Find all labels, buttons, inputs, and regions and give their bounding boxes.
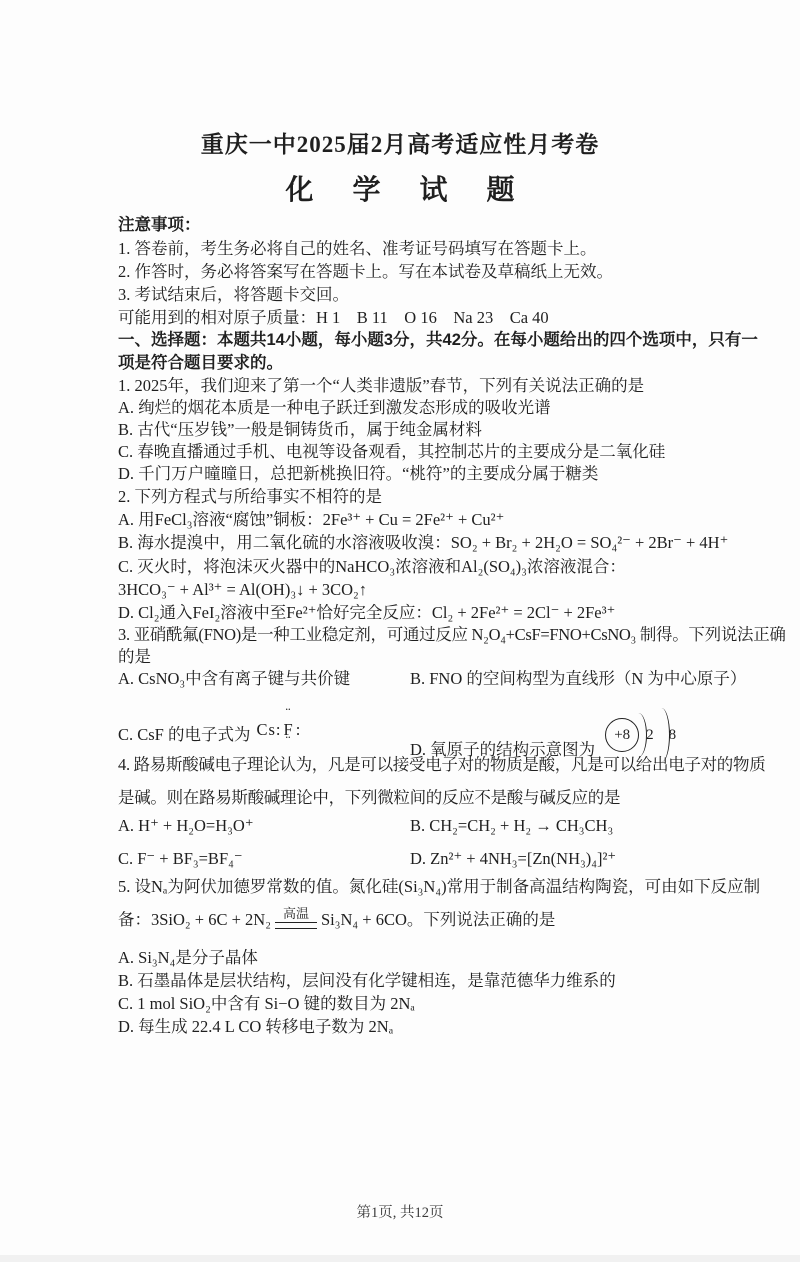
electron-shell-arc-2 (653, 708, 670, 762)
question-2-option-d: D. Cl₂通入FeI₂溶液中至Fe²⁺恰好完全反应：Cl₂ + 2Fe²⁺ = 2Cl⁻ + 2Fe³⁺ (118, 603, 616, 623)
exam-paper (0, 132, 800, 1262)
question-4-option-c: C. F⁻ + BF₃=BF₄⁻ (118, 849, 243, 869)
question-1-stem: 1. 2025年，我们迎来了第一个“人类非遗版”春节，下列有关说法正确的是 (118, 376, 645, 395)
question-5-stem-line1: 5. 设Nₐ为阿伏加德罗常数的值。氮化硅(Si₃N₄)常用于制备高温结构陶瓷，可由如下反应制 (118, 877, 761, 897)
question-1-option-c: C. 春晚直播通过手机、电视等设备观看，其控制芯片的主要成分是二氧化硅 (118, 442, 666, 461)
paper-title: 重庆一中2025届2月高考适应性月考卷 (200, 132, 600, 157)
question-5-option-a: A. Si₃N₄是分子晶体 (118, 948, 258, 968)
question-2-stem: 2. 下列方程式与所给事实不相符的是 (118, 487, 382, 506)
question-3-stem-line2: 的是 (118, 647, 151, 667)
question-3-options-cd (118, 720, 800, 759)
electron-dot-formula (256, 719, 301, 741)
electron-formula-lone-pair: : (295, 720, 302, 740)
reaction-condition (275, 907, 317, 929)
paper-body (118, 214, 800, 1038)
question-4-option-b: B. CH₂=CH₂ + H₂ → CH₃CH₃ (410, 816, 614, 836)
question-2-option-a: A. 用FeCl₃溶液“腐蚀”铜板：2Fe³⁺ + Cu = 2Fe²⁺ + Cu²⁺ (118, 510, 505, 530)
question-2-option-c-equation: 3HCO₃⁻ + Al³⁺ = Al(OH)₃↓ + 3CO₂↑ (118, 579, 368, 599)
equation-suffix: Si₃N₄ + 6CO。下列说法正确的是 (320, 910, 556, 930)
notice-item-3: 3. 考试结束后，将答题卡交回。 (118, 285, 349, 304)
question-1-option-d: D. 千门万户曈曈日，总把新桃换旧符。“桃符”的主要成分属于糖类 (118, 464, 599, 483)
question-3-option-b: B. FNO 的空间构型为直线形（N 为中心原子） (410, 669, 747, 689)
question-4 (118, 748, 800, 870)
subject-title: 化 学 试 题 (285, 175, 531, 206)
notice-item-1: 1. 答卷前，考生务必将自己的姓名、准考证号码填写在答题卡上。 (118, 239, 597, 258)
section-heading-line1: 一、选择题：本题共14小题，每小题3分，共42分。在每小题给出的四个选项中，只有一 (118, 331, 758, 349)
atom-nucleus: +8 (605, 718, 639, 752)
question-3 (118, 624, 800, 759)
question-1-option-b: B. 古代“压岁钱”一般是铜铸货币，属于纯金属材料 (118, 420, 482, 439)
question-4-stem-line1: 4. 路易斯酸碱电子理论认为，凡是可以接受电子对的物质是酸，凡是可以给出电子对的物质 (118, 755, 766, 775)
question-5-equation-line (118, 898, 800, 938)
question-4-option-a: A. H⁺ + H₂O=H₃O⁺ (118, 816, 254, 836)
question-3-option-c (118, 720, 410, 748)
question-2-option-b: B. 海水提溴中，用二氧化硫的水溶液吸收溴：SO₂ + Br₂ + 2H₂O = SO₄²⁻ + 2Br⁻ + 4H⁺ (118, 533, 729, 553)
question-3-option-a: A. CsNO₃中含有离子键与共价键 (118, 669, 351, 689)
question-4-options-cd (118, 848, 800, 870)
question-3-option-c-label: C. CsF 的电子式为 (118, 725, 251, 745)
question-4-stem-line2: 是碱。则在路易斯酸碱理论中，下列微粒间的反应不是酸与碱反应的是 (118, 788, 621, 808)
notice-item-2: 2. 作答时，务必将答案写在答题卡上。写在本试卷及草稿纸上无效。 (118, 262, 613, 281)
question-5-option-c: C. 1 mol SiO₂中含有 Si−O 键的数目为 2Nₐ (118, 994, 415, 1014)
question-5-option-b: B. 石墨晶体是层状结构，层间没有化学键相连，是靠范德华力维系的 (118, 971, 616, 991)
electron-formula-anion: ¨ F ¨ (284, 719, 294, 741)
page-bottom-edge (0, 1255, 800, 1262)
atomic-mass-note: 可能用到的相对原子质量：H 1 B 11 O 16 Na 23 Ca 40 (118, 308, 549, 327)
shell-2-electron-count: 8 (668, 727, 677, 744)
question-2-option-c: C. 灭火时，将泡沫灭火器中的NaHCO₃浓溶液和Al₂(SO₄)₃浓溶液混合： (118, 556, 626, 576)
question-2 (118, 485, 800, 624)
question-3-stem-line1: 3. 亚硝酰氟(FNO)是一种工业稳定剂，可通过反应 N₂O₄+CsF=FNO+CsNO₃ 制得。下列说法正确 (118, 625, 786, 645)
atom-structure-diagram (605, 708, 676, 762)
shell-1-electron-count: 2 (646, 727, 654, 744)
question-3-option-d-label: D. 氧原子的结构示意图为 (410, 740, 596, 759)
equation-prefix: 备：3SiO₂ + 6C + 2N₂ (118, 910, 271, 930)
question-3-option-d (410, 724, 677, 759)
question-4-options-ab (118, 815, 800, 837)
page-footer: 第1页, 共12页 (356, 1204, 444, 1221)
question-5-option-d: D. 每生成 22.4 L CO 转移电子数为 2Nₐ (118, 1017, 394, 1037)
question-1-option-a: A. 绚烂的烟花本质是一种电子跃迁到激发态形成的吸收光谱 (118, 398, 551, 417)
notice-heading: 注意事项： (118, 216, 201, 234)
question-4-option-d: D. Zn²⁺ + 4NH₃=[Zn(NH₃)₄]²⁺ (410, 849, 617, 869)
electron-formula-cation: Cs: (256, 720, 282, 740)
question-5-options (118, 946, 800, 1038)
question-5 (118, 876, 800, 1038)
question-3-options-ab (118, 668, 800, 690)
section-heading-line2: 项是符合题目要求的。 (118, 354, 283, 372)
reaction-condition-label: 高温 (282, 906, 309, 922)
question-1 (118, 375, 800, 485)
double-line-equals (275, 922, 317, 929)
electron-shell-arc-1 (630, 713, 647, 757)
